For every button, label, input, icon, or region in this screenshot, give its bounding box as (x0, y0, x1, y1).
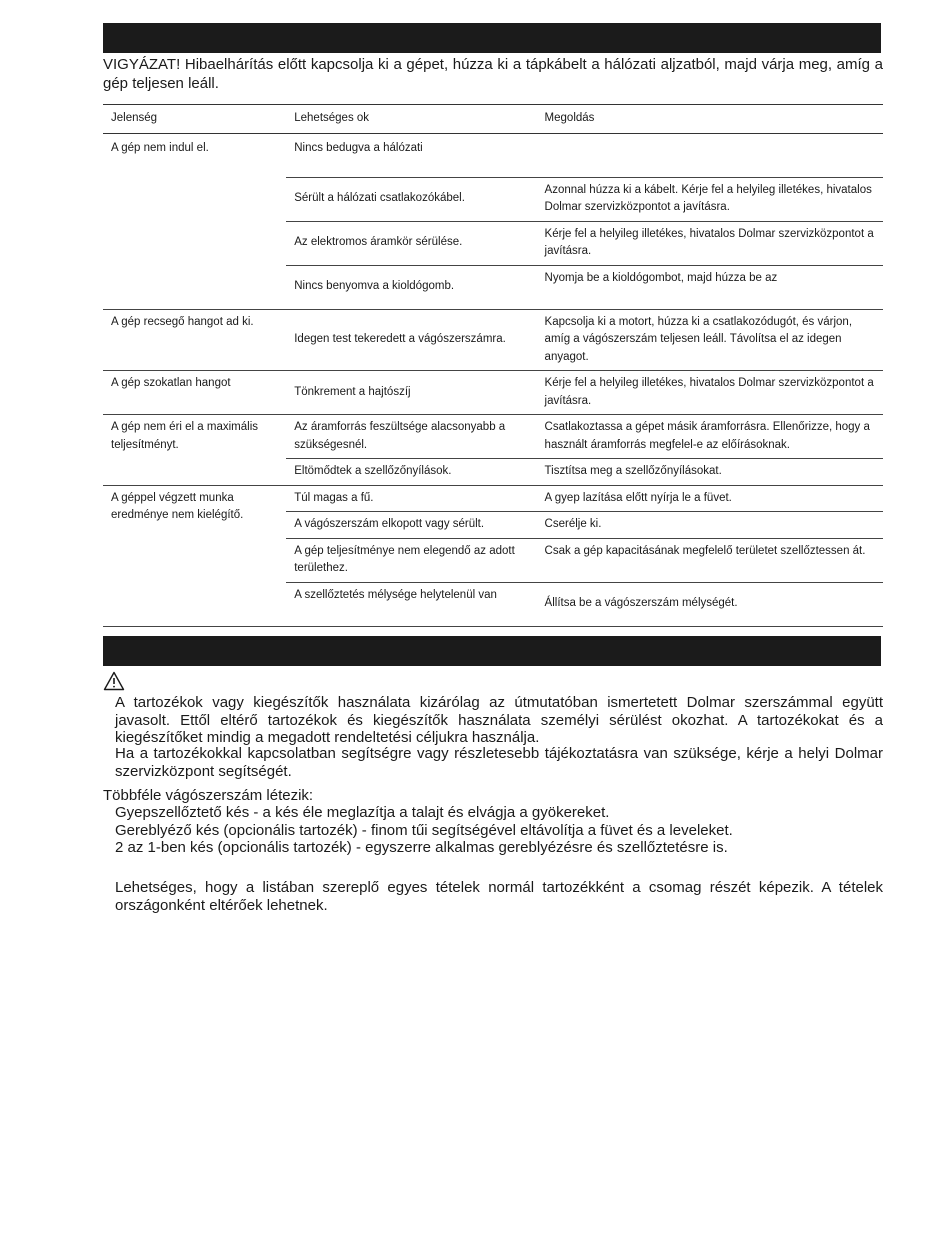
cause-cell: Tönkrement a hajtószíj (286, 371, 536, 415)
cutter-types-list (115, 804, 733, 857)
list-item: Gyepszellőztető kés - a kés éle meglazítja a talajt és elvágja a gyökereket. (115, 804, 610, 821)
cause-cell: Eltömődtek a szellőzőnyílások. (286, 459, 536, 486)
header-symptom: Jelenség (103, 105, 286, 134)
symptom-cell: A gép szokatlan hangot (103, 371, 286, 415)
table-row (103, 415, 883, 459)
cause-cell: Túl magas a fű. (286, 485, 536, 512)
symptom-cell: A gép nem éri el a maximális teljesítményt. (103, 415, 286, 486)
remedy-cell: A gyep lazítása előtt nyírja le a füvet. (537, 485, 883, 512)
section-header-bar-troubleshooting (103, 23, 881, 53)
symptom-cell: A gép recsegő hangot ad ki. (103, 309, 286, 371)
remedy-cell: Csak a gép kapacitásának megfelelő területet szellőztessen át. (537, 538, 883, 582)
table-row (103, 309, 883, 371)
remedy-cell: Azonnal húzza ki a kábelt. Kérje fel a helyileg illetékes, hivatalos Dolmar szervizközpontot a javításra. (537, 177, 883, 221)
header-remedy: Megoldás (537, 105, 883, 134)
accessories-note: Lehetséges, hogy a listában szereplő egyes tételek normál tartozékként a csomag részét képezik. A tételek országonként eltérőek lehetnek. (115, 879, 883, 914)
troubleshooting-table (103, 104, 883, 627)
symptom-cell: A géppel végzett munka eredménye nem kielégítő. (103, 485, 286, 626)
accessories-paragraph-2: Ha a tartozékokkal kapcsolatban segítségre vagy részletesebb tájékoztatásra van szüksége, kérje a helyi Dolmar szervizközpont segítségét. (115, 745, 883, 780)
cause-cell: Az áramforrás feszültsége alacsonyabb a szükségesnél. (286, 415, 536, 459)
remedy-cell: Kérje fel a helyileg illetékes, hivatalos Dolmar szervizközpontot a javításra. (537, 371, 883, 415)
table-row (103, 485, 883, 512)
cause-cell: Idegen test tekeredett a vágószerszámra. (286, 309, 536, 371)
cause-cell: Nincs benyomva a kioldógomb. (286, 265, 536, 309)
remedy-cell: Nyomja be a kioldógombot, majd húzza be az (537, 265, 883, 309)
table-row (103, 371, 883, 415)
remedy-cell (537, 133, 883, 177)
accessories-paragraph-1: A tartozékok vagy kiegészítők használata kizárólag az útmutatóban ismertetett Dolmar szerszámmal együtt javasolt. Ettől eltérő tartozékok és kiegészítők használata személyi sérülést okozhat. A tartozékokat és a kiegészítőket mindig a megadott rendeltetési céljukra használja. (115, 694, 883, 746)
symptom-cell: A gép nem indul el. (103, 133, 286, 309)
remedy-cell: Állítsa be a vágószerszám mélységét. (537, 582, 883, 626)
warning-triangle-icon (103, 671, 125, 691)
header-cause: Lehetséges ok (286, 105, 536, 134)
list-item: Gereblyéző kés (opcionális tartozék) - finom tűi segítségével eltávolítja a füvet és a leveleket. (115, 821, 733, 839)
cause-cell: Sérült a hálózati csatlakozókábel. (286, 177, 536, 221)
table-row (103, 133, 883, 177)
cause-cell: Az elektromos áramkör sérülése. (286, 221, 536, 265)
remedy-cell: Cserélje ki. (537, 512, 883, 539)
cause-cell: A gép teljesítménye nem elegendő az adott területhez. (286, 538, 536, 582)
troubleshooting-warning: VIGYÁZAT! Hibaelhárítás előtt kapcsolja ki a gépet, húzza ki a tápkábelt a hálózati aljzatból, majd várja meg, amíg a gép teljesen leáll. (103, 56, 883, 92)
section-header-bar-accessories (103, 636, 881, 666)
cutter-types-heading: Többféle vágószerszám létezik: (103, 787, 314, 804)
cause-cell: A szellőztetés mélysége helytelenül van (286, 582, 536, 626)
remedy-cell: Csatlakoztassa a gépet másik áramforrásra. Ellenőrizze, hogy a használt áramforrás megfelel-e az előírásoknak. (537, 415, 883, 459)
cause-cell: Nincs bedugva a hálózati (286, 133, 536, 177)
remedy-cell: Kapcsolja ki a motort, húzza ki a csatlakozódugót, és várjon, amíg a vágószerszám teljesen leáll. Távolítsa el az idegen anyagot. (537, 309, 883, 371)
remedy-cell: Kérje fel a helyileg illetékes, hivatalos Dolmar szervizközpontot a javításra. (537, 221, 883, 265)
list-item: 2 az 1-ben kés (opcionális tartozék) - egyszerre alkalmas gereblyézésre és szellőztetésre is. (115, 839, 728, 856)
table-header-row (103, 105, 883, 134)
cause-cell: A vágószerszám elkopott vagy sérült. (286, 512, 536, 539)
remedy-cell: Tisztítsa meg a szellőzőnyílásokat. (537, 459, 883, 486)
